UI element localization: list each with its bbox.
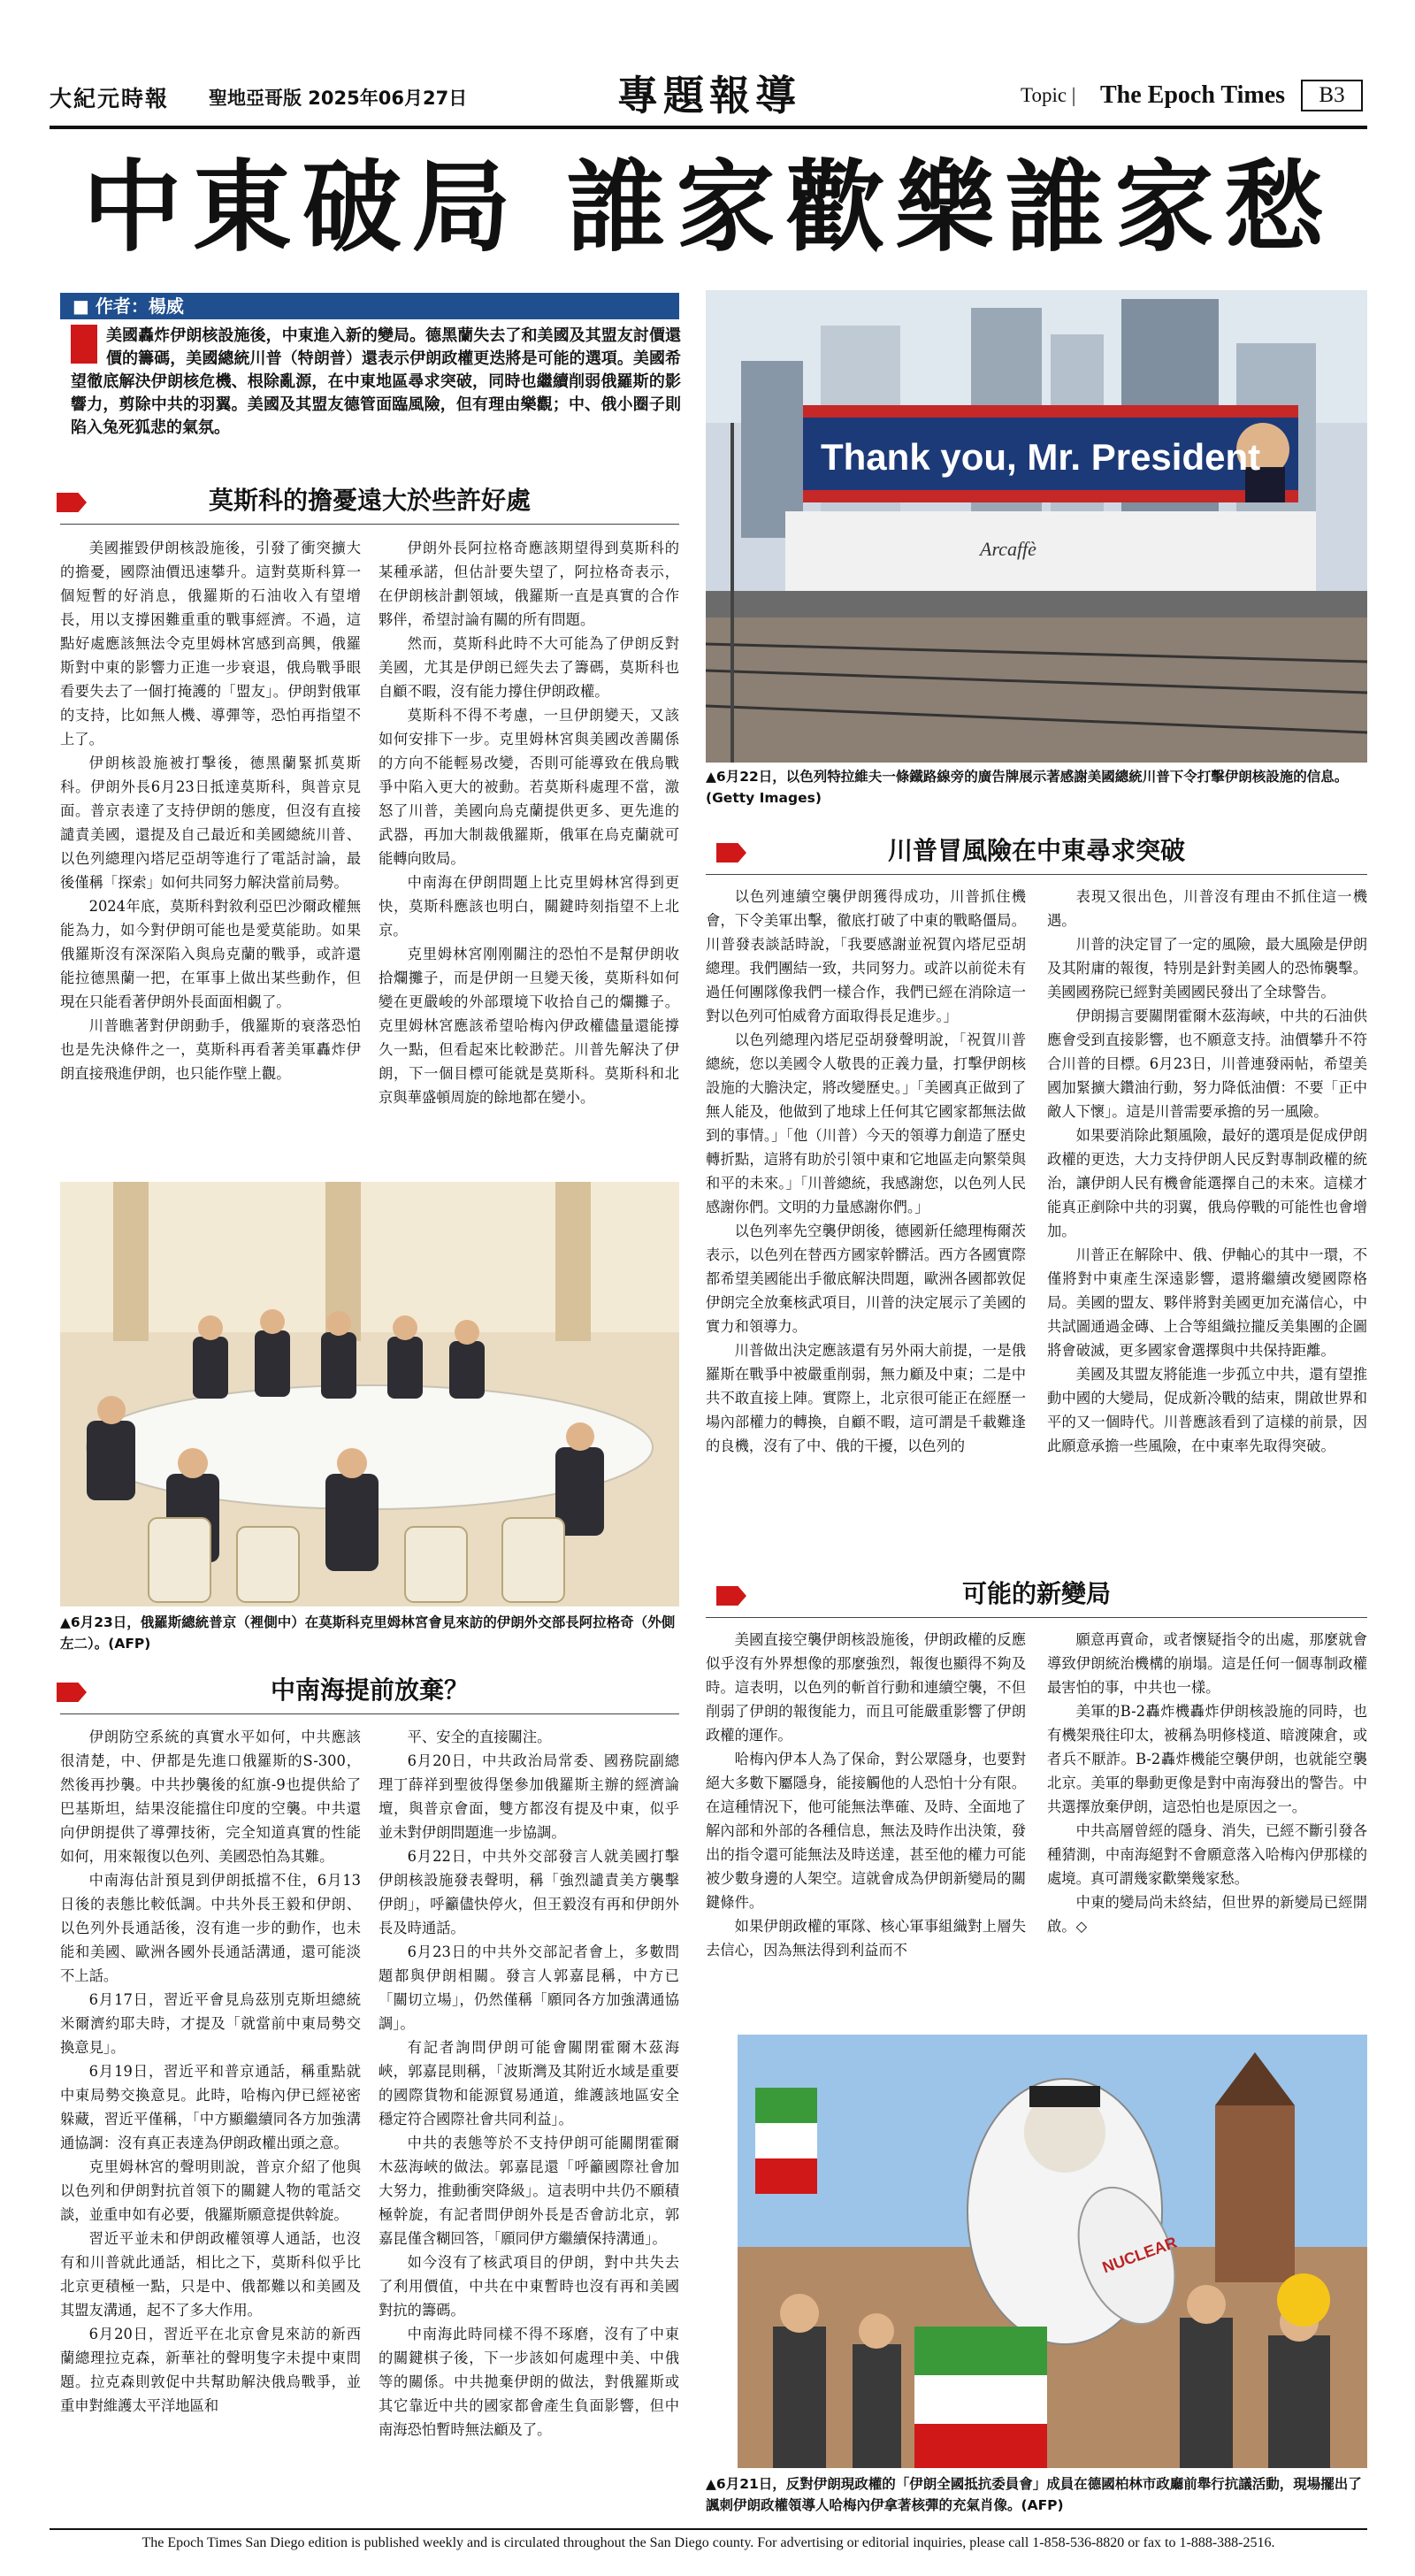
article-paragraph: 然而，莫斯科此時不大可能為了伊朗反對美國，尤其是伊朗已經失去了籌碼，莫斯科也自顧不暇，沒有能力撐住伊朗政權。 [379, 635, 679, 700]
article-paragraph: 中東的變局尚未終結，但世界的新變局已經開啟。◇ [1047, 1894, 1367, 1935]
photo-meeting-caption: ▲6月23日，俄羅斯總統普京（裡側中）在莫斯科克里姆林宮會見來訪的伊朗外交部長阿拉格奇（外側左二）。(AFP) [60, 1614, 676, 1652]
article-paragraph: 克里姆林宮的聲明則說，普京介紹了他與以色列和伊朗對抗首領下的關鍵人物的電話交談，並重申如有必要，俄羅斯願意提供斡旋。 [60, 2158, 361, 2223]
article-paragraph: 6月19日，習近平和普京通話，稱重點就中東局勢交換意見。此時，哈梅內伊已經祕密躲藏，習近平僅稱，「中方顯繼續同各方加強溝通協調：沒有真正表達為伊朗政權出頭之意。 [60, 2063, 361, 2151]
page-footer: The Epoch Times San Diego edition is published weekly and is circulated throughout the San Diego county. For advertising or editorial inquiries, please call 1-858-536-8820 or fax to 1-888-388-2516. [50, 2528, 1367, 2558]
article-column [706, 885, 1026, 1575]
subhead-rule [706, 1617, 1367, 1618]
lead-paragraph [71, 325, 681, 440]
article-paragraph: 美國及其盟友將能進一步孤立中共，還有望推動中國的大變局，促成新冷戰的結束，開啟世界和平的又一個時代。川普應該看到了這樣的前景，因此願意承擔一些風險，在中東率先取得突破。 [1047, 1366, 1367, 1454]
article-column [1047, 1628, 1367, 2035]
article-paragraph: 川普的決定冒了一定的風險，最大風險是伊朗及其附庸的報復，特別是針對美國人的恐怖襲擊。美國國務院已經對美國國民發出了全球警告。 [1047, 936, 1367, 1000]
article-paragraph: 願意再賣命，或者懷疑指令的出處，那麼就會導致伊朗統治機構的崩塌。這是任何一個專制政權最害怕的事，中共也一樣。 [1047, 1631, 1367, 1696]
masthead: 大紀元時報 [50, 86, 170, 111]
article-paragraph: 6月20日，中共政治局常委、國務院副總理丁薛祥到聖彼得堡參加俄羅斯主辦的經濟論壇，與普京會面，雙方都沒有提及中東，似乎並未對伊朗問題進一步協調。 [379, 1752, 679, 1841]
article-paragraph: 表現又很出色，川普沒有理由不抓住這一機遇。 [1047, 888, 1367, 929]
lead-text: 美國轟炸伊朗核設施後，中東進入新的變局。德黑蘭失去了和美國及其盟友討價還價的籌碼，美國總統川普（特朗普）還表示伊朗政權更迭將是可能的選項。美國希望徹底解決伊朗核危機、根除亂源，在中東地區尋求突破，同時也繼續削弱俄羅斯的影響力，剪除中共的羽翼。美國及其盟友德管面臨風險，但有理由樂觀；中、俄小圈子則陷入兔死狐悲的氣氛。 [71, 326, 681, 437]
billboard-text: Thank you, Mr. President [821, 436, 1261, 478]
article-paragraph: 美國摧毀伊朗核設施後，引發了衝突擴大的擔憂，國際油價迅速攀升。這對莫斯科算一個短暫的好消息，俄羅斯的石油收入有望增長，用以支撐困難重重的戰事經濟。不過，這點好處應該無法令克里姆林宮感到高興，俄羅斯對中東的影響力正進一步衰退，俄烏戰爭眼看要失去了一個打掩護的「盟友」。伊朗對俄軍的支持，比如無人機、導彈等，恐怕再指望不上了。 [60, 540, 361, 748]
subhead-rule [60, 524, 679, 525]
article-paragraph: 川普正在解除中、俄、伊軸心的其中一環，不僅將對中東產生深遠影響，還將繼續改變國際格局。美國的盟友、夥伴將對美國更加充滿信心，中共試圖通過金磚、上合等組織拉攏反美集團的企圖將會破滅，更多國家會選擇與中共保持距離。 [1047, 1246, 1367, 1359]
header-rule [50, 126, 1367, 129]
article-column [706, 1628, 1026, 2035]
edition-date: 聖地亞哥版 2025年06月27日 [209, 88, 468, 109]
article-column [60, 1725, 361, 2519]
article-paragraph: 中南海此時同樣不得不琢磨，沒有了中東的關鍵棋子後，下一步該如何處理中美、中俄等的關係。中共拋棄伊朗的做法，對俄羅斯或其它靠近中共的國家都會產生負面影響，但中南海恐怕暫時無法顧及了。 [379, 2326, 679, 2438]
article-paragraph: 中南海在伊朗問題上比克里姆林宮得到更快，莫斯科應該也明白，關鍵時刻指望不上北京。 [379, 874, 679, 939]
article-paragraph: 哈梅內伊本人為了保命，對公眾隱身，也要對絕大多數下屬隱身，能接觸他的人恐怕十分有限。在這種情況下，他可能無法準確、及時、全面地了解內部和外部的各種信息，無法及時作出決策，發出的指令還可能無法及時送達，甚至他的權力可能被少數身邊的人架空。這就會成為伊朗新變局的關鍵條件。 [706, 1751, 1026, 1911]
topic-label: Topic | [1021, 84, 1076, 106]
article-column [379, 1725, 679, 2519]
subhead-new-situation: 可能的新變局 [961, 1579, 1111, 1608]
article-paragraph: 伊朗外長阿拉格奇應該期望得到莫斯科的某種承諾，但估計要失望了，阿拉格奇表示，在伊朗核計劃領域，俄羅斯一直是真實的合作夥伴，希望討論有關的所有問題。 [379, 540, 679, 628]
article-paragraph: 以色列率先空襲伊朗後，德國新任總理梅爾茨表示，以色列在替西方國家幹髒活。西方各國實際都希望美國能出手徹底解決問題，歐洲各國都敦促伊朗完全放棄核武項目，川普的決定展示了美國的實力和領導力。 [706, 1223, 1026, 1335]
article-paragraph: 伊朗防空系統的真實水平如何，中共應該很清楚，中、伊都是先進口俄羅斯的S-300，然後再抄襲。中共抄襲後的紅旗-9也提供給了巴基斯坦，結果沒能擋住印度的空襲。中共還向伊朗提供了導彈技術，完全知道真實的性能如何，用來報復以色列、美國恐怕為其難。 [60, 1729, 361, 1865]
article-paragraph: 以色列連續空襲伊朗獲得成功，川普抓住機會，下令美軍出擊，徹底打破了中東的戰略僵局。川普發表談話時說，「我要感謝並祝賀內塔尼亞胡總理。我們團結一致，共同努力。或許以前從未有過任何團隊像我們一樣合作，我們已經在消除這一對以色列可怕威脅方面取得長足進步。」 [706, 888, 1026, 1024]
article-paragraph: 如今沒有了核武項目的伊朗，對中共失去了利用價值，中共在中東暫時也沒有再和美國對抗的籌碼。 [379, 2254, 679, 2319]
article-paragraph: 以色列總理內塔尼亞胡發聲明說，「祝賀川普總統，您以美國令人敬畏的正義力量，打擊伊朗核設施的大膽決定，將改變歷史。」「美國真正做到了無人能及，他做到了地球上任何其它國家都無法做到的事情。」「他（川普）今天的領導力創造了歷史轉折點，這將有助於引領中東和它地區走向繁榮與和平的未來。」「川普總統，我感謝您，以色列人民感謝你們。文明的力量感謝你們。」 [706, 1031, 1026, 1215]
article-paragraph: 伊朗核設施被打擊後，德黑蘭緊抓莫斯科。伊朗外長6月23日抵達莫斯科，與普京見面。普京表達了支持伊朗的態度，但沒有直接譴責美國，還提及自己最近和美國總統川普、以色列總理內塔尼亞胡等進行了電話討論，最後僅稱「探索」如何共同努力解決當前局勢。 [60, 755, 361, 891]
photo-billboard-caption: ▲6月22日，以色列特拉維夫一條鐵路線旁的廣告牌展示著感謝美國總統川普下令打擊伊朗核設施的信息。(Getty Images) [706, 769, 1349, 806]
article-paragraph: 伊朗揚言要關閉霍爾木茲海峽，中共的石油供應會受到直接影響，也不願意支持。油價攀升不符合川普的目標。6月23日，川普連發兩帖，希望美國加緊擴大鑽油行動，努力降低油價：不要「正中敵人下懷」。這是川普需要承擔的另一風險。 [1047, 1008, 1367, 1120]
article-paragraph: 如果伊朗政權的軍隊、核心軍事組織對上層失去信心，因為無法得到利益而不 [706, 1918, 1026, 1959]
subhead-trump: 川普冒風險在中東尋求突破 [887, 836, 1185, 865]
article-paragraph: 6月20日，習近平在北京會見來訪的新西蘭總理拉克森，新華社的聲明隻字未提中東問題。拉克森則敦促中共幫助解決俄烏戰爭，並重申對維護太平洋地區和 [60, 2326, 361, 2414]
article-paragraph: 6月22日，中共外交部發言人就美國打擊伊朗核設施發表聲明，稱「強烈譴責美方襲擊伊朗」，呼籲儘快停火，但王毅沒有再和伊朗外長及時通話。 [379, 1848, 679, 1936]
article-paragraph: 美國直接空襲伊朗核設施後，伊朗政權的反應似乎沒有外界想像的那麼強烈，報復也顯得不夠及時。這表明，以色列的斬首行動和連續空襲，不但削弱了伊朗的報復能力，而且可能嚴重影響了伊朗政權的運作。 [706, 1631, 1026, 1744]
nuclear-label: NUCLEAR [1099, 2233, 1180, 2277]
photo-berlin-protest [738, 2035, 1367, 2468]
headline: 中東破局 誰家歡樂誰家愁 [82, 150, 1335, 265]
lead-marker [71, 325, 97, 364]
article-column [60, 536, 361, 1173]
photo-protest-caption: ▲6月21日，反對伊朗現政權的「伊朗全國抵抗委員會」成員在德國柏林市政廳前舉行抗議活動，現場擺出了諷刺伊朗政權領導人哈梅內伊拿著核彈的充氣肖像。(AFP) [706, 2476, 1362, 2513]
page-number: B3 [1301, 80, 1363, 111]
article-paragraph: 習近平並未和伊朗政權領導人通話，也沒有和川普就此通話，相比之下，莫斯科似乎比北京更積極一點，只是中、俄都難以和美國及其盟友溝通，起不了多大作用。 [60, 2230, 361, 2319]
article-paragraph: 2024年底，莫斯科對敘利亞巴沙爾政權無能為力，如今對伊朗可能也是愛莫能助。如果俄羅斯沒有深深陷入與烏克蘭的戰爭，或許還能拉德黑蘭一把，在軍事上做出某些動作，但現在只能看著伊朗外長面面相覷了。 [60, 898, 361, 1010]
subhead-rule [706, 874, 1367, 875]
article-paragraph: 6月23日的中共外交部記者會上，多數問題都與伊朗相關。發言人郭嘉昆稱，中方已「關切立場」，仍然僅稱「願同各方加強溝通協調」。 [379, 1944, 679, 2032]
article-column [1047, 885, 1367, 1575]
page-header [50, 55, 1367, 129]
article-paragraph: 川普做出決定應該還有另外兩大前提，一是俄羅斯在戰爭中被嚴重削弱，無力顧及中東；二是中共不敢直接上陣。實際上，北京很可能正在經歷一場內部權力的轉換，自顧不暇，這可謂是千載難逢的良機，沒有了中、俄的干擾，以色列的 [706, 1342, 1026, 1454]
article-paragraph: 莫斯科不得不考慮，一旦伊朗變天，又該如何安排下一步。克里姆林宮與美國改善關係的方向不能輕易改變，否則可能導致在俄烏戰爭中陷入更大的被動。若莫斯科處理不當，激怒了川普，美國向烏克蘭提供更多、更先進的武器，再加大制裁俄羅斯，俄軍在烏克蘭就可能轉向敗局。 [379, 707, 679, 867]
article-paragraph: 如果要消除此類風險，最好的選項是促成伊朗政權的更迭，大力支持伊朗人民反對專制政權的統治，讓伊朗人民有機會能選擇自己的未來。這樣才能真正剷除中共的羽翼，俄烏停戰的可能性也會增加。 [1047, 1127, 1367, 1239]
article-paragraph: 克里姆林宮刚刚關注的恐怕不是幫伊朗收拾爛攤子，而是伊朗一旦變天後，莫斯科如何變在更嚴峻的外部環境下收拾自己的爛攤子。克里姆林宮應該希望哈梅內伊政權儘量還能撐久一點，但看起來比較渺茫。川普先解決了伊朗，下一個目標可能就是莫斯科。莫斯科和北京與華盛頓周旋的餘地都在變小。 [379, 946, 679, 1106]
article-paragraph: 中共的表態等於不支持伊朗可能關閉霍爾木茲海峽的做法。郭嘉昆還「呼籲國際社會加大努力，推動衝突降級」。這表明中共仍不願積極幹旋，有記者問伊朗外長是否會訪北京，郭嘉昆僅含糊回答，「願同伊方繼續保持溝通」。 [379, 2135, 679, 2247]
article-paragraph: 6月17日，習近平會見烏茲別克斯坦總統米爾濟約耶夫時，才提及「就當前中東局勢交換意見」。 [60, 1991, 361, 2056]
subhead-china: 中南海提前放棄？ [270, 1675, 469, 1705]
article-paragraph: 中南海估計預見到伊朗抵擋不住，6月13日後的表態比較低調。中共外長王毅和伊朗、以色列外長通話後，沒有進一步的動作，也未能和美國、歐洲各國外長通話溝通，還可能淡不上話。 [60, 1872, 361, 1984]
photo-billboard [706, 290, 1367, 763]
photo-kremlin-meeting [60, 1182, 679, 1606]
section-title: 專題報導 [617, 72, 801, 119]
subhead-moscow: 莫斯科的擔憂遠大於些許好處 [208, 486, 531, 515]
article-paragraph: 中共高層曾經的隱身、消失，已經不斷引發各種猜測，中南海絕對不會願意落入哈梅內伊那樣的處境。真可謂幾家歡樂幾家愁。 [1047, 1822, 1367, 1887]
author-byline: ■ 作者：楊威 [60, 293, 679, 319]
article-paragraph: 川普瞧著對伊朗動手，俄羅斯的衰落恐怕也是先決條件之一，莫斯科再看著美軍轟炸伊朗直接飛進伊朗，也只能作壁上觀。 [60, 1017, 361, 1082]
article-paragraph: 美軍的B-2轟炸機轟炸伊朗核設施的同時，也有機架飛往印太，被稱為明修棧道、暗渡陳倉，或者兵不厭詐。B-2轟炸機能空襲伊朗，也就能空襲北京。美軍的舉動更像是對中南海發出的警告。中共選擇放棄伊朗，這恐怕也是原因之一。 [1047, 1703, 1367, 1815]
article-column [379, 536, 679, 1173]
article-paragraph: 有記者詢問伊朗可能會關閉霍爾木茲海峽，郭嘉昆則稱，「波斯灣及其附近水域是重要的國際貨物和能源貿易通道，維護該地區安全穩定符合國際社會共同利益」。 [379, 2039, 679, 2128]
brand-name: The Epoch Times [1100, 81, 1286, 109]
article-paragraph: 平、安全的直接關注。 [407, 1729, 552, 1745]
store-sign: Arcaffè [980, 538, 1036, 560]
